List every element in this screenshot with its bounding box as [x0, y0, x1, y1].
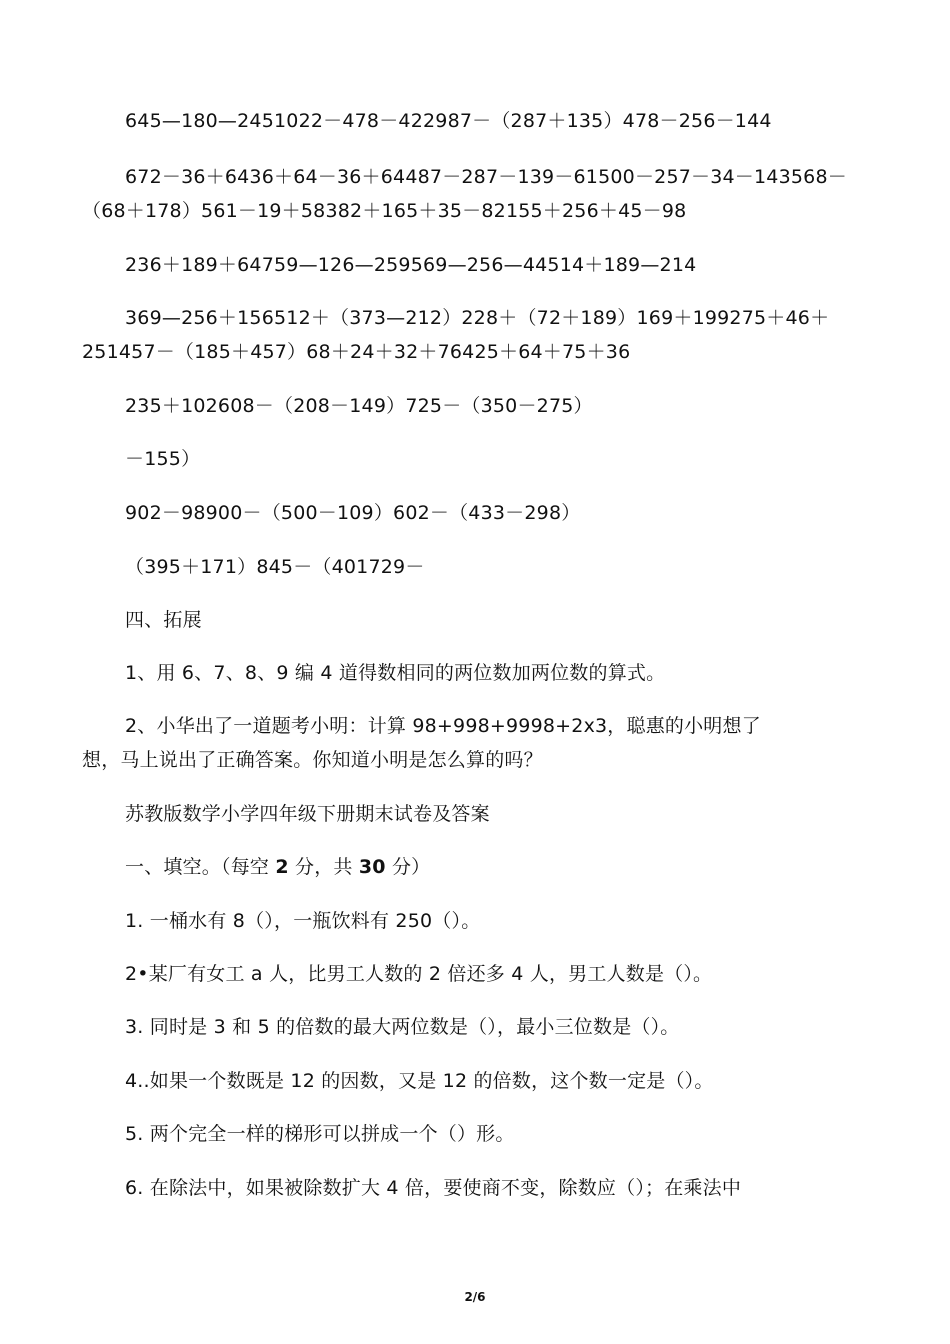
expression-line-8: －155）	[125, 448, 201, 470]
exam-title: 苏教版数学小学四年级下册期末试卷及答案	[125, 803, 490, 825]
fill-item-4: 4..如果一个数既是 12 的因数，又是 12 的倍数，这个数一定是（）。	[125, 1070, 714, 1092]
part-1-prefix: 一、填空。（每空	[125, 856, 270, 878]
fill-item-2: 2•某厂有女工 a 人，比男工人数的 2 倍还多 4 人，男工人数是（）。	[125, 963, 713, 985]
part-1-total: 30	[358, 856, 386, 878]
part-1-points: 2	[275, 856, 289, 878]
fill-item-6: 6. 在除法中，如果被除数扩大 4 倍，要使商不变，除数应（）；在乘法中	[125, 1177, 742, 1199]
expression-line-6: 251457－（185＋457）68＋24＋32＋76425＋64＋75＋36	[82, 341, 631, 363]
extension-question-2-line-1: 2、小华出了一道题考小明：计算 98+998+9998+2x3，聪惠的小明想了	[125, 715, 761, 737]
expression-line-9: 902－98900－（500－109）602－（433－298）	[125, 502, 581, 524]
extension-question-2-line-2: 想，马上说出了正确答案。你知道小明是怎么算的吗？	[82, 749, 543, 771]
part-1-mid: 分，共	[295, 856, 353, 878]
expression-line-4: 236＋189＋64759—126—259569—256—44514＋189—214	[125, 254, 697, 276]
part-1-suffix: 分）	[391, 856, 431, 878]
expression-line-1: 645—180—2451022－478－422987－（287＋135）478－256－144	[125, 110, 772, 132]
fill-item-1: 1. 一桶水有 8（），一瓶饮料有 250（）。	[125, 910, 481, 932]
part-1-heading	[125, 850, 430, 884]
fill-item-5: 5. 两个完全一样的梯形可以拼成一个（）形。	[125, 1123, 515, 1145]
expression-line-7: 235＋102608－（208－149）725－（350－275）	[125, 395, 593, 417]
section-4-heading: 四、拓展	[125, 609, 202, 631]
page-number: 2/6	[464, 1290, 486, 1304]
expression-line-2: 672－36＋6436＋64－36＋64487－287－139－61500－257－34－143568－	[125, 166, 847, 188]
fill-item-3: 3. 同时是 3 和 5 的倍数的最大两位数是（），最小三位数是（）。	[125, 1016, 680, 1038]
expression-line-3: （68＋178）561－19＋58382＋165＋35－82155＋256＋45－98	[82, 200, 687, 222]
expression-line-5: 369—256＋156512＋（373—212）228＋（72＋189）169＋199275＋46＋	[125, 307, 830, 329]
extension-question-1: 1、用 6、7、8、9 编 4 道得数相同的两位数加两位数的算式。	[125, 662, 666, 684]
expression-line-10: （395＋171）845－（401729－	[125, 556, 425, 578]
